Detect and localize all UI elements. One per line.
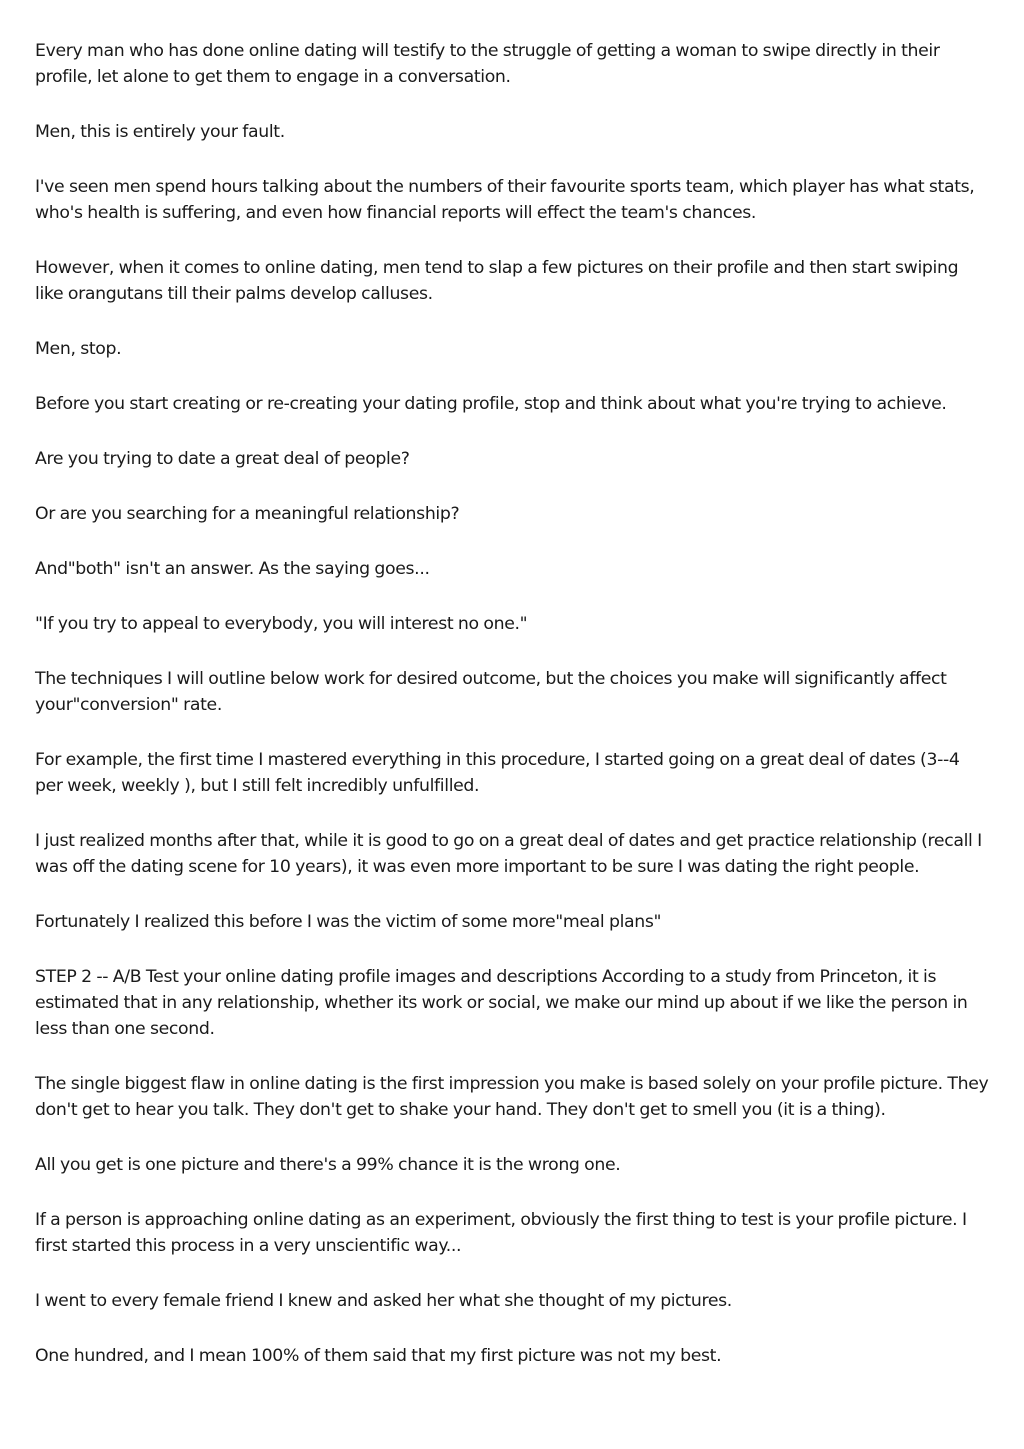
paragraph: I just realized months after that, while it is good to go on a great deal of dates and get practice relationship (recall I was off the dating scene for 10 years), it was even more important to be sure I was dating the right people. <box>35 831 982 877</box>
paragraph: Before you start creating or re-creating your dating profile, stop and think about what you're trying to achieve. <box>35 394 947 414</box>
paragraph: And"both" isn't an answer. As the saying goes... <box>35 559 430 579</box>
paragraph: If a person is approaching online dating as an experiment, obviously the first thing to test is your profile picture. I first started this process in a very unscientific way... <box>35 1210 967 1256</box>
paragraph: All you get is one picture and there's a 99% chance it is the wrong one. <box>35 1155 621 1175</box>
article-body <box>35 38 990 1398</box>
paragraph: I went to every female friend I knew and asked her what she thought of my pictures. <box>35 1291 732 1311</box>
paragraph: Or are you searching for a meaningful relationship? <box>35 504 460 524</box>
paragraph: Are you trying to date a great deal of people? <box>35 449 410 469</box>
paragraph: Every man who has done online dating will testify to the struggle of getting a woman to swipe directly in their profile, let alone to get them to engage in a conversation. <box>35 41 940 87</box>
paragraph: The techniques I will outline below work for desired outcome, but the choices you make will significantly affect your"conversion" rate. <box>35 669 947 715</box>
paragraph: STEP 2 -- A/B Test your online dating profile images and descriptions According to a study from Princeton, it is estimated that in any relationship, whether its work or social, we make our mind up about if we like the person in less than one second. <box>35 967 968 1039</box>
paragraph: I've seen men spend hours talking about the numbers of their favourite sports team, which player has what stats, who's health is suffering, and even how financial reports will effect the team's chances. <box>35 177 975 223</box>
paragraph: One hundred, and I mean 100% of them said that my first picture was not my best. <box>35 1346 722 1366</box>
paragraph: Men, this is entirely your fault. <box>35 122 285 142</box>
paragraph: However, when it comes to online dating, men tend to slap a few pictures on their profile and then start swiping like orangutans till their palms develop calluses. <box>35 258 959 304</box>
paragraph: For example, the first time I mastered everything in this procedure, I started going on a great deal of dates (3--4 per week, weekly ), but I still felt incredibly unfulfilled. <box>35 750 960 796</box>
paragraph: Fortunately I realized this before I was the victim of some more"meal plans" <box>35 912 662 932</box>
paragraph: The single biggest flaw in online dating is the first impression you make is based solely on your profile picture. They don't get to hear you talk. They don't get to shake your hand. They don't get to smell you (it is a thing). <box>35 1074 989 1120</box>
paragraph: "If you try to appeal to everybody, you will interest no one." <box>35 614 528 634</box>
paragraph: Men, stop. <box>35 339 122 359</box>
